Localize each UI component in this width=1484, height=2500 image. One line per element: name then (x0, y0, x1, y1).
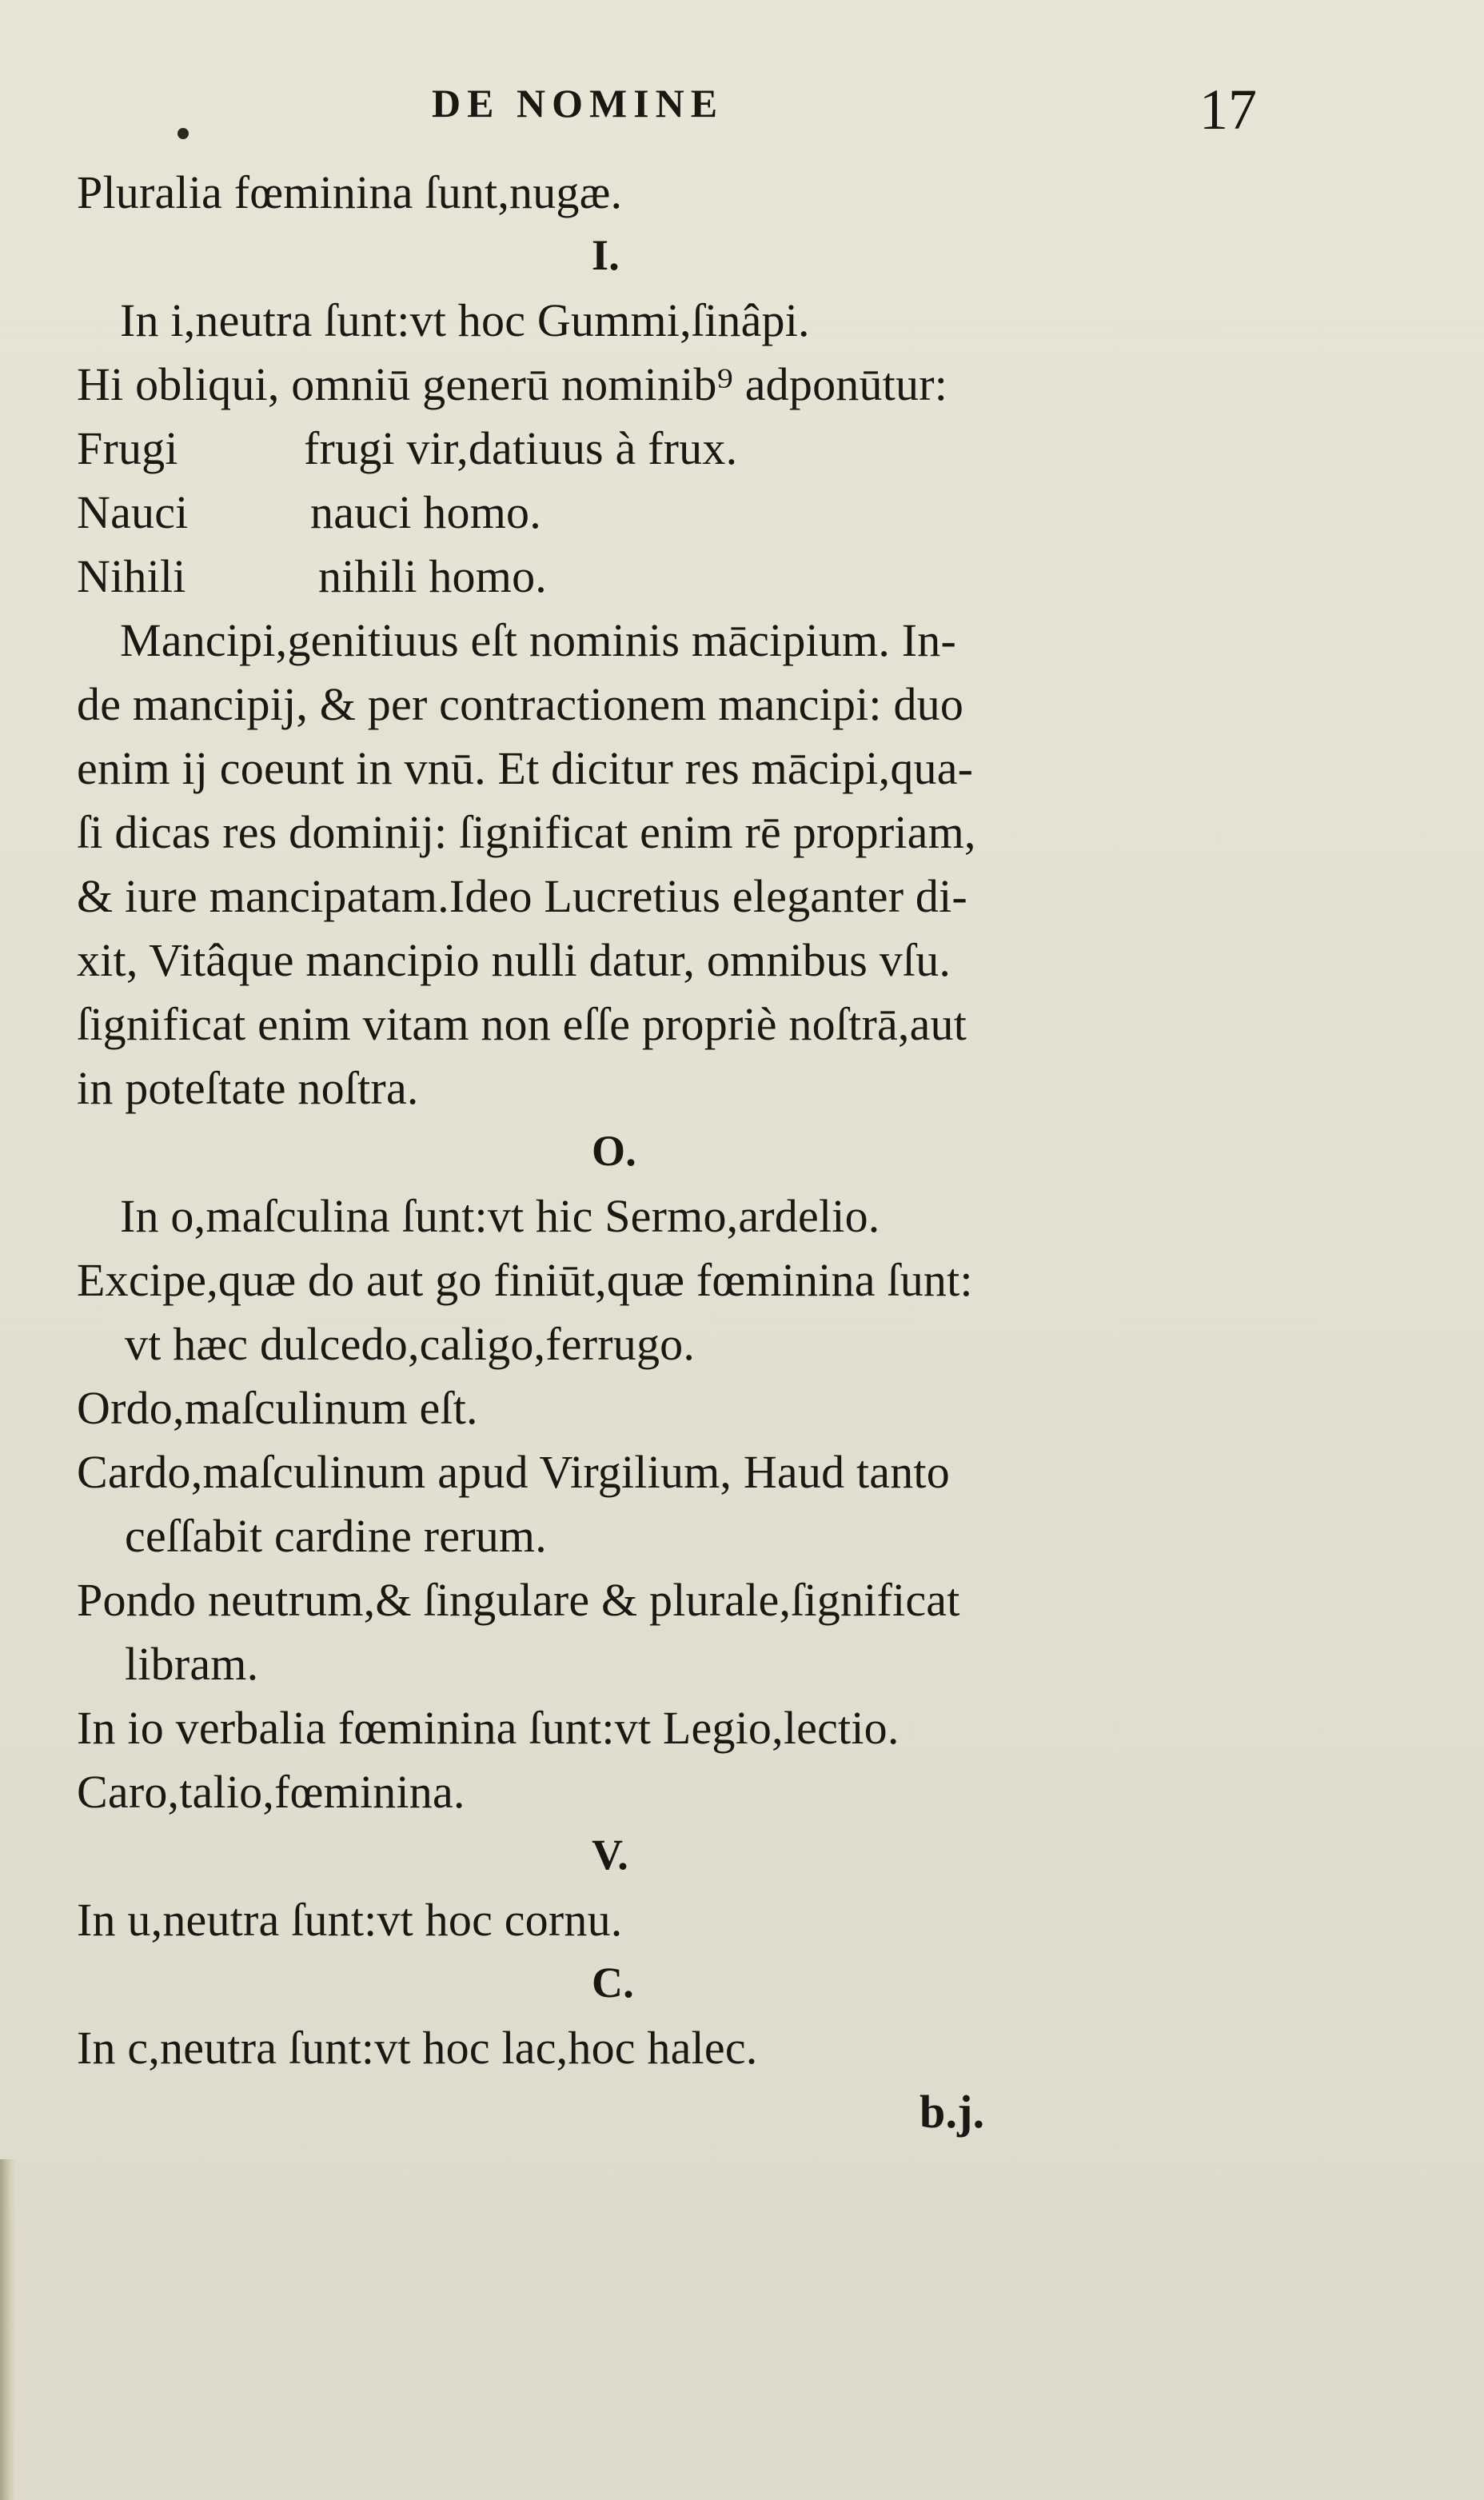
text-line: enim ij coeunt in vnū. Et dicitur res mācipi,qua- (77, 742, 974, 794)
text-line: Mancipi,genitiuus eſt nominis mācipium. In- (120, 614, 957, 666)
text-line: Excipe,quæ do aut go finiūt,quæ fœminina ſunt: (77, 1254, 973, 1306)
text-line: Ordo,maſculinum eſt. (77, 1382, 478, 1434)
text-line: vt hæc dulcedo,caligo,ferrugo. (125, 1318, 696, 1370)
text-line: & iure mancipatam.Ideo Lucretius eleganter di- (77, 870, 967, 922)
text-line: ceſſabit cardine rerum. (125, 1510, 547, 1562)
text-line: libram. (125, 1638, 259, 1690)
running-title: DE NOMINE (432, 81, 724, 126)
text-line: In c,neutra ſunt:vt hoc lac,hoc halec. (77, 2022, 758, 2074)
signature-mark: b.j. (920, 2086, 985, 2138)
text-line: in poteſtate noſtra. (77, 1062, 419, 1114)
text-line: In o,maſculina ſunt:vt hic Sermo,ardelio. (120, 1190, 880, 1242)
ink-speck (178, 128, 189, 139)
text-line: ſignificat enim vitam non eſſe propriè noſtrā,aut (77, 998, 967, 1050)
text-line: Cardo,maſculinum apud Virgilium, Haud tanto (77, 1446, 950, 1498)
text-line: In i,neutra ſunt:vt hoc Gummi,ſinâpi. (120, 294, 810, 346)
text-line: xit, Vitâque mancipio nulli datur, omnibus vſu. (77, 934, 951, 986)
term-definition: nihili homo. (318, 550, 547, 602)
section-heading-v: V. (592, 1831, 628, 1879)
section-heading-o: O. (592, 1127, 636, 1175)
term-definition: frugi vir,datiuus à frux. (304, 422, 738, 474)
text-line: In u,neutra ſunt:vt hoc cornu. (77, 1894, 623, 1946)
term-label: Nauci (77, 486, 189, 538)
text-line: Hi obliqui, omniū generū nominib⁹ adponūtur: (77, 358, 948, 410)
text-line: Pluralia fœminina ſunt,nugæ. (77, 166, 623, 218)
page-number: 17 (1199, 78, 1257, 142)
text-line: Pondo neutrum,& ſingulare & plurale,ſignificat (77, 1574, 960, 1626)
term-label: Frugi (77, 422, 178, 474)
term-label: Nihili (77, 550, 186, 602)
term-definition: nauci homo. (310, 486, 541, 538)
text-line: ſi dicas res dominij: ſignificat enim rē propriam, (77, 806, 976, 858)
text-line: de mancipij, & per contractionem mancipi: duo (77, 678, 964, 730)
page-edge-shadow (0, 2159, 16, 2500)
section-heading-c: C. (592, 1959, 634, 2007)
text-line: Caro,talio,fœminina. (77, 1766, 465, 1818)
section-heading-i: I. (592, 231, 620, 279)
text-line: In io verbalia fœminina ſunt:vt Legio,lectio. (77, 1702, 900, 1754)
